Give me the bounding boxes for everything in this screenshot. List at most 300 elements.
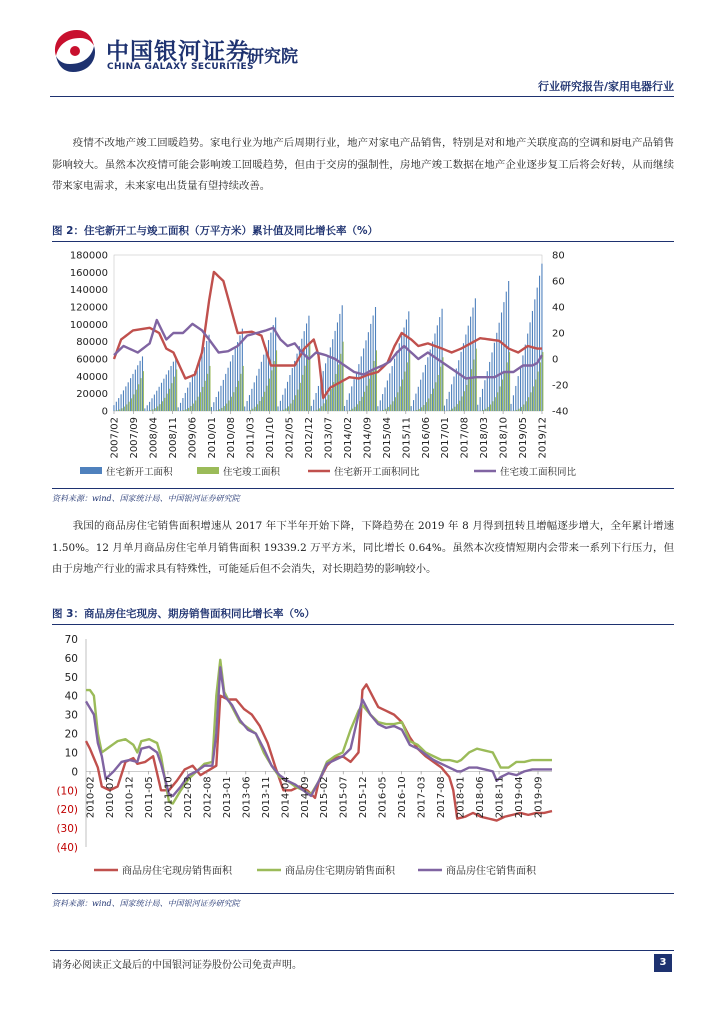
- starts-bar: [149, 402, 150, 411]
- report-type: 行业研究报告/家用电器行业: [537, 80, 674, 93]
- completions-bar: [426, 402, 427, 411]
- brand-name-cn: 中国银河证券: [106, 39, 250, 65]
- completions-bar: [497, 392, 498, 411]
- starts-bar: [522, 355, 523, 411]
- completions-bar: [404, 372, 405, 411]
- starts-bar: [251, 389, 252, 411]
- starts-bar: [525, 345, 526, 411]
- starts-bar: [515, 386, 516, 411]
- y-axis-tick: (20): [56, 804, 78, 817]
- completions-bar: [504, 372, 505, 411]
- left-axis-tick: 40000: [76, 371, 108, 383]
- completions-bar: [169, 389, 170, 411]
- completions-bar: [288, 406, 289, 411]
- completions-bar: [274, 361, 275, 411]
- completions-bar: [428, 398, 429, 411]
- starts-bar: [218, 392, 219, 411]
- legend-label: 商品房住宅期房销售面积: [285, 866, 395, 877]
- x-axis-tick: 2019/12: [537, 417, 549, 459]
- x-axis-tick: 2010-02: [85, 776, 97, 819]
- completions-bar: [364, 392, 365, 411]
- completions-bar: [133, 394, 134, 411]
- completions-bar: [188, 408, 189, 411]
- completions-bar: [219, 409, 220, 411]
- x-axis-tick: 2015/04: [381, 417, 393, 459]
- completions-bar: [390, 404, 391, 411]
- x-axis-tick: 2011-05: [143, 776, 155, 819]
- completions-bar: [509, 352, 510, 411]
- completions-bar: [186, 409, 187, 411]
- starts-bar: [185, 393, 186, 411]
- x-axis-tick: 2010/08: [226, 417, 238, 459]
- completions-bar: [190, 406, 191, 411]
- x-axis-tick: 2018/10: [498, 417, 510, 459]
- institute-name: 研究院: [247, 47, 298, 67]
- y-axis-tick: 60: [64, 652, 78, 665]
- left-axis-tick: 80000: [76, 337, 108, 349]
- completions-bar: [523, 404, 524, 411]
- starts-bar: [411, 406, 412, 411]
- completions-bar: [224, 406, 225, 411]
- x-axis-tick: 2015-02: [319, 776, 331, 819]
- x-axis-tick: 2014-09: [299, 776, 311, 819]
- completions-bar: [271, 370, 272, 411]
- completions-bar: [140, 378, 141, 411]
- legend-label: 商品房住宅现房销售面积: [122, 866, 232, 877]
- x-axis-tick: 2017-03: [416, 776, 428, 819]
- completions-bar: [316, 410, 317, 411]
- y-axis-tick: (10): [56, 785, 78, 798]
- starts-bar: [277, 406, 278, 411]
- completions-bar: [538, 372, 539, 411]
- completions-bar: [266, 386, 267, 411]
- completions-bar: [464, 391, 465, 411]
- completions-bar: [319, 408, 320, 411]
- completions-bar: [335, 374, 336, 411]
- completions-bar: [117, 410, 118, 411]
- starts-bar: [418, 387, 419, 411]
- starts-bar: [344, 406, 345, 411]
- completions-bar: [138, 384, 139, 411]
- completions-bar: [309, 343, 310, 411]
- starts-bar: [413, 400, 414, 411]
- x-axis-tick: 2013/07: [323, 417, 335, 459]
- disclaimer: 请务必阅读正文最后的中国银河证券股份公司免责声明。: [52, 960, 302, 971]
- completions-bar: [371, 370, 372, 411]
- completions-bar: [476, 349, 477, 411]
- completions-bar: [395, 397, 396, 411]
- starts-bar: [382, 394, 383, 411]
- starts-bar: [151, 398, 152, 411]
- legend-label: 住宅新开工面积: [106, 467, 173, 478]
- completions-bar: [126, 404, 127, 411]
- starts-bar: [313, 400, 314, 411]
- completions-bar: [302, 375, 303, 411]
- completions-bar: [343, 342, 344, 411]
- completions-bar: [402, 380, 403, 411]
- completions-bar: [526, 401, 527, 411]
- completions-bar: [442, 357, 443, 411]
- x-axis-tick: 2008/04: [148, 417, 160, 459]
- x-axis-tick: 2011-10: [163, 776, 175, 819]
- page-number: 3: [654, 954, 672, 972]
- completions-bar: [193, 404, 194, 411]
- completions-bar: [307, 355, 308, 411]
- completions-bar: [519, 409, 520, 411]
- completions-bar: [176, 369, 177, 411]
- completions-bar: [243, 366, 244, 411]
- starts-bar: [351, 386, 352, 411]
- left-axis-tick: 0: [101, 406, 108, 418]
- completions-bar: [152, 409, 153, 411]
- completions-bar: [421, 407, 422, 411]
- completions-bar: [255, 407, 256, 411]
- y-axis-tick: 0: [71, 766, 78, 779]
- starts-bar: [451, 384, 452, 411]
- header-divider: [50, 96, 674, 97]
- starts-bar: [187, 388, 188, 411]
- y-axis-tick: (40): [56, 842, 78, 854]
- completions-bar: [457, 404, 458, 411]
- completions-bar: [466, 385, 467, 411]
- x-axis-tick: 2015/11: [401, 417, 413, 459]
- completions-bar: [198, 397, 199, 411]
- x-axis-tick: 2016-10: [397, 776, 409, 819]
- figure-2-title: 图 2：住宅新开工与竣工面积（万平方米）累计值及同比增长率（%）: [52, 223, 674, 242]
- x-axis-tick: 2008/11: [167, 417, 179, 459]
- left-axis-tick: 20000: [76, 389, 108, 401]
- completions-bar: [233, 392, 234, 411]
- completions-bar: [164, 398, 165, 411]
- x-axis-tick: 2015-12: [358, 776, 370, 819]
- x-axis-tick: 2014-04: [280, 776, 292, 819]
- starts-bar: [482, 389, 483, 411]
- completions-bar: [452, 409, 453, 411]
- x-axis-tick: 2018-01: [455, 776, 467, 819]
- completions-bar: [393, 401, 394, 411]
- completions-bar: [240, 374, 241, 411]
- completions-bar: [488, 407, 489, 411]
- completions-bar: [495, 397, 496, 411]
- starts-bar: [354, 379, 355, 411]
- completions-bar: [129, 402, 130, 411]
- completions-bar: [162, 401, 163, 411]
- completions-bar: [209, 366, 210, 411]
- starts-bar: [520, 366, 521, 411]
- completions-bar: [295, 395, 296, 411]
- left-axis-tick: 60000: [76, 354, 108, 366]
- x-axis-tick: 2010/01: [206, 417, 218, 459]
- completions-bar: [454, 407, 455, 411]
- completions-bar: [200, 392, 201, 411]
- completions-bar: [485, 409, 486, 411]
- completions-bar: [354, 407, 355, 411]
- completions-bar: [226, 404, 227, 411]
- completions-bar: [471, 369, 472, 411]
- completions-bar: [357, 404, 358, 411]
- x-axis-tick: 2012/12: [304, 417, 316, 459]
- y-axis-tick: 50: [64, 671, 78, 684]
- completions-bar: [174, 377, 175, 411]
- starts-bar: [346, 400, 347, 411]
- completions-bar: [326, 400, 327, 411]
- completions-bar: [236, 387, 237, 411]
- starts-bar: [477, 405, 478, 411]
- right-axis-tick: 60: [552, 276, 565, 288]
- completions-bar: [469, 378, 470, 411]
- completions-bar: [269, 379, 270, 411]
- completions-bar: [119, 409, 120, 411]
- completions-bar: [324, 403, 325, 411]
- x-axis-tick: 2013-11: [260, 776, 272, 819]
- legend-label: 住宅新开工面积同比: [334, 467, 420, 478]
- completions-bar: [516, 410, 517, 411]
- completions-bar: [438, 375, 439, 411]
- figure-3-source: 资料来源：wind、国家统计局、中国银河证券研究院: [52, 893, 674, 909]
- completions-bar: [276, 350, 277, 411]
- completions-bar: [283, 410, 284, 411]
- brand-name-en: CHINA GALAXY SECURITIES: [107, 62, 254, 72]
- completions-bar: [500, 386, 501, 411]
- completions-bar: [300, 383, 301, 411]
- x-axis-tick: 2010-07: [104, 776, 116, 819]
- completions-bar: [450, 410, 451, 411]
- left-axis-tick: 120000: [69, 302, 108, 314]
- galaxy-logo-icon: [50, 26, 100, 76]
- x-axis-tick: 2017/08: [459, 417, 471, 459]
- starts-bar: [118, 398, 119, 411]
- x-axis-tick: 2016-05: [377, 776, 389, 819]
- starts-bar: [113, 405, 114, 411]
- completions-bar: [535, 380, 536, 411]
- starts-bar: [446, 399, 447, 411]
- completions-bar: [490, 404, 491, 411]
- completions-bar: [155, 408, 156, 411]
- completions-bar: [264, 392, 265, 411]
- starts-bar: [318, 386, 319, 411]
- completions-bar: [352, 409, 353, 411]
- completions-bar: [433, 389, 434, 411]
- legend-label: 住宅竣工面积同比: [500, 467, 577, 478]
- completions-bar: [369, 379, 370, 411]
- completions-bar: [385, 409, 386, 411]
- completions-bar: [293, 400, 294, 411]
- completions-bar: [238, 381, 239, 411]
- completions-bar: [207, 374, 208, 411]
- left-axis-tick: 180000: [69, 250, 108, 262]
- completions-bar: [473, 360, 474, 411]
- x-axis-tick: 2018-11: [494, 776, 506, 819]
- completions-bar: [131, 398, 132, 411]
- y-axis-tick: 10: [64, 747, 78, 760]
- right-axis-tick: -40: [552, 406, 569, 418]
- right-axis-tick: 20: [552, 328, 565, 340]
- right-axis-tick: 40: [552, 302, 565, 314]
- completions-bar: [542, 352, 543, 411]
- starts-bar: [254, 382, 255, 411]
- completions-bar: [461, 396, 462, 411]
- starts-bar: [285, 388, 286, 411]
- completions-bar: [435, 382, 436, 411]
- starts-bar: [518, 376, 519, 411]
- starts-bar: [116, 402, 117, 411]
- starts-bar: [513, 395, 514, 411]
- x-axis-tick: 2014/02: [342, 417, 354, 459]
- completions-bar: [483, 410, 484, 411]
- starts-bar: [453, 377, 454, 411]
- starts-bar: [178, 407, 179, 411]
- starts-bar: [280, 401, 281, 411]
- x-axis-tick: 2019-04: [514, 776, 526, 819]
- completions-bar: [150, 410, 151, 411]
- starts-bar: [480, 397, 481, 411]
- x-axis-tick: 2012-08: [202, 776, 214, 819]
- starts-bar: [182, 398, 183, 411]
- completions-bar: [407, 362, 408, 411]
- left-axis-tick: 100000: [69, 319, 108, 331]
- starts-bar: [147, 405, 148, 411]
- x-axis-tick: 2018/03: [479, 417, 491, 459]
- completions-bar: [419, 409, 420, 411]
- completions-bar: [252, 409, 253, 411]
- starts-bar: [311, 406, 312, 411]
- completions-bar: [202, 387, 203, 411]
- figure-3-title: 图 3：商品房住宅现房、期房销售面积同比增长率（%）: [52, 606, 674, 625]
- completions-bar: [286, 408, 287, 411]
- completions-bar: [507, 362, 508, 411]
- legend-label: 住宅竣工面积: [223, 467, 281, 478]
- x-axis-tick: 2012/05: [284, 417, 296, 459]
- x-axis-tick: 2013-06: [241, 776, 253, 819]
- completions-bar: [228, 400, 229, 411]
- completions-bar: [121, 408, 122, 411]
- starts-bar: [349, 393, 350, 411]
- x-axis-tick: 2017/01: [440, 417, 452, 459]
- completions-bar: [383, 410, 384, 411]
- completions-bar: [350, 410, 351, 411]
- completions-bar: [530, 392, 531, 411]
- x-axis-tick: 2015-07: [338, 776, 350, 819]
- completions-bar: [533, 386, 534, 411]
- starts-bar: [220, 386, 221, 411]
- x-axis-tick: 2014/09: [362, 417, 374, 459]
- x-axis-tick: 2016/06: [420, 417, 432, 459]
- starts-bar: [144, 408, 145, 411]
- completions-bar: [492, 401, 493, 411]
- legend-swatch: [80, 467, 102, 474]
- completions-bar: [136, 390, 137, 411]
- completions-bar: [157, 406, 158, 411]
- body-paragraph-1: 疫情不改地产竣工回暖趋势。家电行业为地产后周期行业，地产对家电产品销售，特别是对和地产关联度高的空调和厨电产品销售影响较大。虽然本次疫情可能会影响竣工回暖趋势，但由于交房的强制性，房地产竣工数据在地产企业逐步复工后将会好转，从而继续带来家电需求，未来家电出货量有望持续改善。: [52, 137, 674, 192]
- completions-bar: [521, 407, 522, 411]
- completions-bar: [171, 383, 172, 411]
- starts-bar: [282, 395, 283, 411]
- starts-bar: [249, 395, 250, 411]
- completions-bar: [400, 386, 401, 411]
- legend-swatch: [197, 467, 219, 474]
- body-paragraph-2: 我国的商品房住宅销售面积增速从 2017 年下半年开始下降，下降趋势在 2019 年 8 月得到扭转且增幅逐步增大，全年累计增速 1.50%。12 月单月商品房住宅单月销售面积 19339.2 万平方米，同比增长 0.64%。虽然本次疫情短期内会带来一系列下行压力，但由于房地产行业的需求具有特殊性，可能延后但不会消失，对长期趋势的影响较小。: [52, 520, 674, 575]
- y-axis-tick: 40: [64, 690, 78, 703]
- x-axis-tick: 2007/02: [109, 417, 121, 459]
- starts-bar: [247, 401, 248, 411]
- completions-bar: [297, 390, 298, 411]
- starts-bar: [444, 406, 445, 411]
- x-axis-tick: 2009/06: [187, 417, 199, 459]
- starts-bar: [216, 397, 217, 411]
- legend-label: 商品房住宅销售面积: [446, 866, 536, 877]
- x-axis-tick: 2012-03: [182, 776, 194, 819]
- x-axis-tick: 2011/03: [245, 417, 257, 459]
- completions-bar: [159, 404, 160, 411]
- completions-bar: [143, 371, 144, 411]
- figure-3-chart: [52, 626, 674, 890]
- completions-bar: [416, 410, 417, 411]
- completions-bar: [409, 352, 410, 411]
- starts-bar: [211, 407, 212, 411]
- completions-bar: [259, 401, 260, 411]
- completions-bar: [459, 401, 460, 411]
- x-axis-tick: 2017-08: [436, 776, 448, 819]
- starts-bar: [449, 392, 450, 411]
- y-axis-tick: 70: [64, 634, 78, 646]
- starts-bar: [384, 387, 385, 411]
- x-axis-tick: 2007/09: [128, 417, 140, 459]
- completions-bar: [431, 394, 432, 411]
- starts-bar: [180, 403, 181, 411]
- starts-bar: [415, 394, 416, 411]
- x-axis-tick: 2018-06: [475, 776, 487, 819]
- starts-bar: [510, 404, 511, 411]
- completions-bar: [257, 404, 258, 411]
- starts-bar: [387, 380, 388, 411]
- x-axis-tick: 2011/10: [265, 417, 277, 459]
- completions-bar: [290, 404, 291, 411]
- completions-bar: [366, 386, 367, 411]
- x-axis-tick: 2010-12: [124, 776, 136, 819]
- completions-bar: [362, 397, 363, 411]
- completions-bar: [217, 410, 218, 411]
- completions-bar: [195, 400, 196, 411]
- starts-bar: [380, 400, 381, 411]
- completions-bar: [231, 397, 232, 411]
- completions-bar: [305, 366, 306, 411]
- completions-bar: [359, 401, 360, 411]
- y-axis-tick: (30): [56, 823, 78, 836]
- footer-divider: [50, 950, 674, 951]
- x-axis-tick: 2013-01: [221, 776, 233, 819]
- starts-bar: [489, 362, 490, 411]
- completions-bar: [328, 395, 329, 411]
- completions-bar: [183, 410, 184, 411]
- completions-bar: [502, 380, 503, 411]
- figure-2-chart: [52, 243, 674, 485]
- figure-2-source: 资料来源：wind、国家统计局、中国银河证券研究院: [52, 488, 674, 504]
- starts-bar: [420, 380, 421, 411]
- completions-bar: [528, 397, 529, 411]
- starts-bar: [484, 380, 485, 411]
- completions-bar: [376, 350, 377, 411]
- left-axis-tick: 140000: [69, 285, 108, 297]
- x-axis-tick: 2019/05: [518, 416, 530, 459]
- completions-bar: [221, 408, 222, 411]
- completions-bar: [167, 394, 168, 411]
- right-axis-tick: 80: [552, 250, 565, 262]
- starts-bar: [316, 393, 317, 411]
- starts-bar: [213, 402, 214, 411]
- completions-bar: [321, 406, 322, 411]
- completions-bar: [338, 365, 339, 411]
- left-axis-tick: 160000: [69, 267, 108, 279]
